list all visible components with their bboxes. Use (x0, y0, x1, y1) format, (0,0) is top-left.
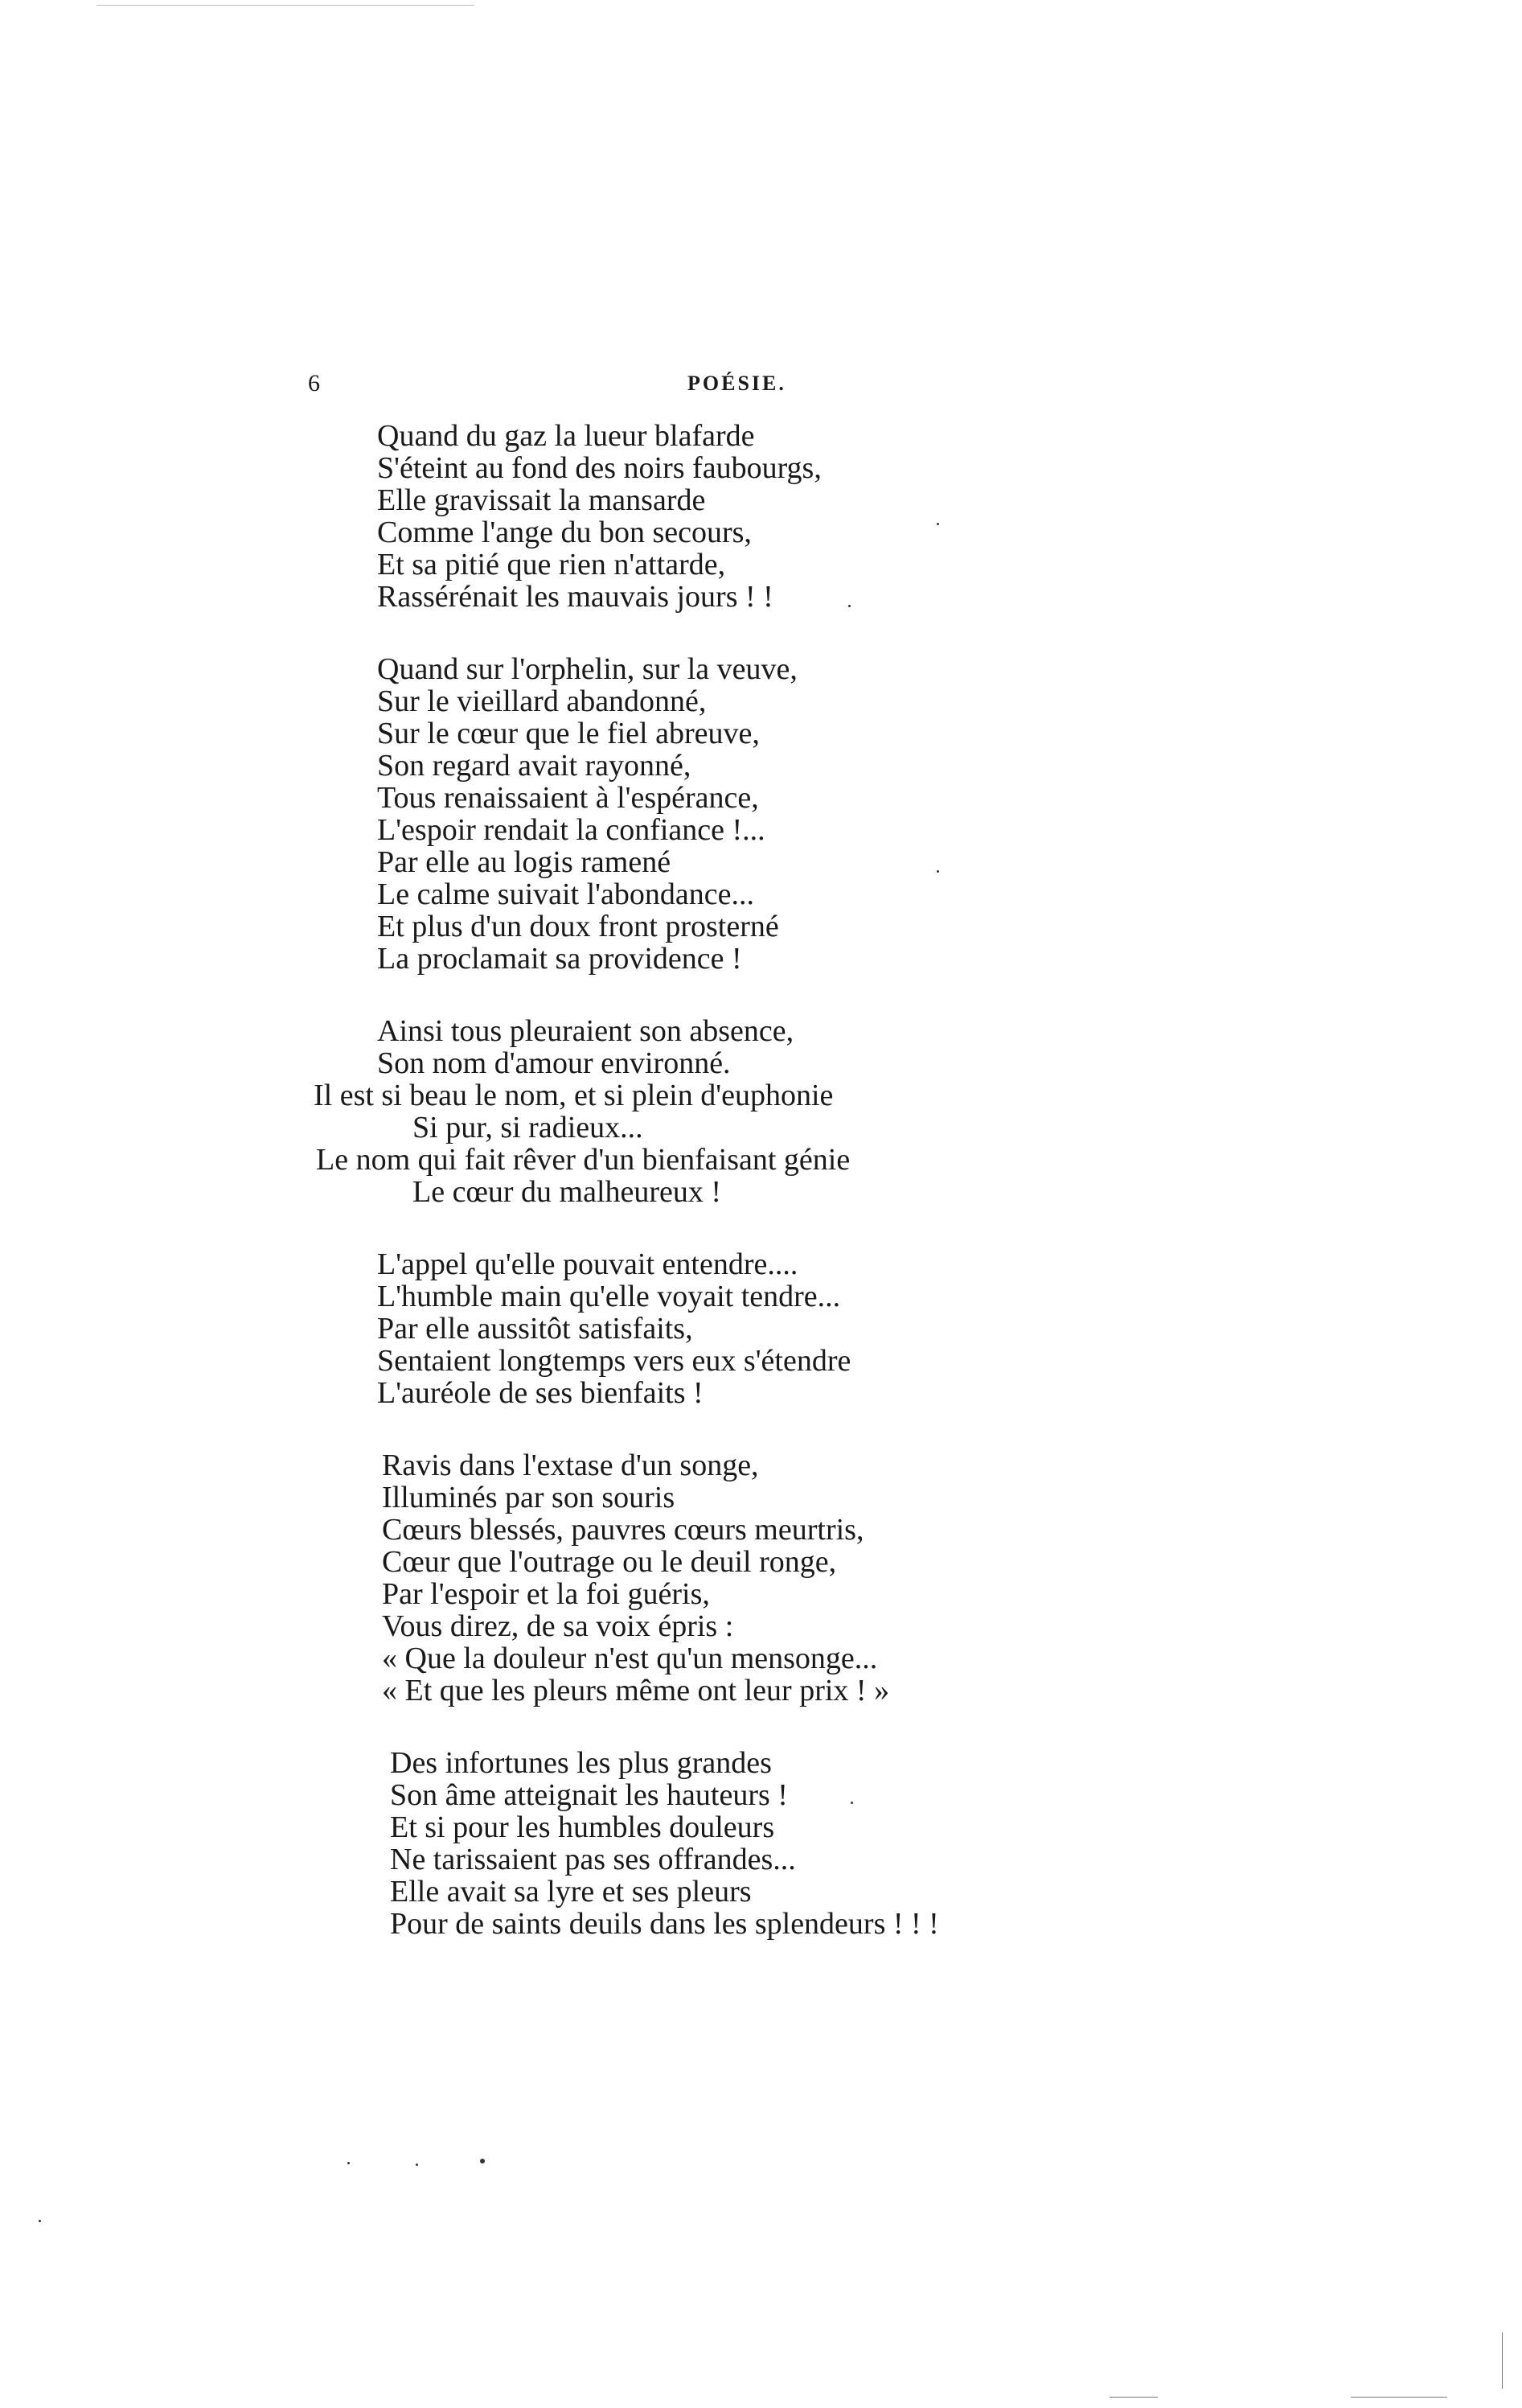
verse-line: Elle gravissait la mansarde (377, 483, 706, 517)
verse-line: Sentaient longtemps vers eux s'étendre (377, 1344, 851, 1378)
verse-line: Quand du gaz la lueur blafarde (377, 419, 755, 453)
verse-line: « Que la douleur n'est qu'un mensonge... (382, 1642, 878, 1675)
scan-artifact (937, 523, 939, 525)
verse-line: Ainsi tous pleuraient son absence, (377, 1014, 794, 1048)
verse-line: L'espoir rendait la confiance !... (377, 813, 765, 847)
verse-line: Le calme suivait l'abondance... (377, 877, 754, 911)
scan-artifact (1110, 2397, 1158, 2398)
scan-artifact (347, 2162, 350, 2164)
verse-line: Cœurs blessés, pauvres cœurs meurtris, (382, 1513, 864, 1547)
verse-line: L'humble main qu'elle voyait tendre... (377, 1280, 841, 1313)
verse-line: Par elle au logis ramené (377, 845, 671, 879)
verse-line: Des infortunes les plus grandes (390, 1746, 772, 1780)
verse-line: Tous renaissaient à l'espérance, (377, 781, 759, 815)
scan-artifact (937, 870, 939, 873)
verse-line: Il est si beau le nom, et si plein d'euphonie (314, 1079, 834, 1112)
verse-line: Le nom qui fait rêver d'un bienfaisant génie (316, 1143, 851, 1177)
verse-line: Sur le vieillard abandonné, (377, 684, 707, 718)
scan-artifact (480, 2159, 485, 2164)
scan-artifact (1351, 2397, 1447, 2398)
verse-line: L'auréole de ses bienfaits ! (377, 1376, 704, 1410)
verse-line: Elle avait sa lyre et ses pleurs (390, 1875, 752, 1909)
verse-line: Si pur, si radieux... (412, 1111, 643, 1144)
verse-line: « Et que les pleurs même ont leur prix ! » (382, 1674, 890, 1707)
scan-artifact (96, 5, 474, 6)
scan-artifact (848, 605, 851, 607)
verse-line: Illuminés par son souris (382, 1481, 675, 1514)
verse-line: Le cœur du malheureux ! (412, 1175, 722, 1209)
verse-line: Ravis dans l'extase d'un songe, (382, 1448, 759, 1482)
verse-line: Ne tarissaient pas ses offrandes... (390, 1843, 796, 1876)
page-number: 6 (308, 370, 321, 397)
scan-artifact (416, 2164, 418, 2166)
verse-line: Rassérénait les mauvais jours ! ! (377, 580, 773, 614)
verse-line: Pour de saints deuils dans les splendeurs ! ! ! (390, 1907, 939, 1941)
verse-line: La proclamait sa providence ! (377, 942, 742, 976)
verse-line: Comme l'ange du bon secours, (377, 516, 752, 549)
verse-line: Et sa pitié que rien n'attarde, (377, 548, 726, 581)
scan-artifact (1502, 2332, 1503, 2389)
verse-line: Par l'espoir et la foi guéris, (382, 1577, 710, 1611)
verse-line: Sur le cœur que le fiel abreuve, (377, 717, 760, 750)
verse-line: Par elle aussitôt satisfaits, (377, 1312, 693, 1346)
scan-artifact (851, 1802, 853, 1804)
verse-line: Et plus d'un doux front prosterné (377, 910, 779, 943)
verse-line: Quand sur l'orphelin, sur la veuve, (377, 652, 798, 686)
running-title: POÉSIE. (687, 372, 786, 395)
verse-line: Vous direz, de sa voix épris : (382, 1609, 734, 1643)
verse-line: Son âme atteignait les hauteurs ! (390, 1778, 788, 1812)
scan-artifact (39, 2220, 41, 2222)
verse-line: Son nom d'amour environné. (377, 1046, 731, 1080)
verse-line: Son regard avait rayonné, (377, 749, 691, 783)
verse-line: L'appel qu'elle pouvait entendre.... (377, 1247, 798, 1281)
verse-line: Et si pour les humbles douleurs (390, 1810, 775, 1844)
verse-line: Cœur que l'outrage ou le deuil ronge, (382, 1545, 837, 1579)
verse-line: S'éteint au fond des noirs faubourgs, (377, 451, 822, 485)
